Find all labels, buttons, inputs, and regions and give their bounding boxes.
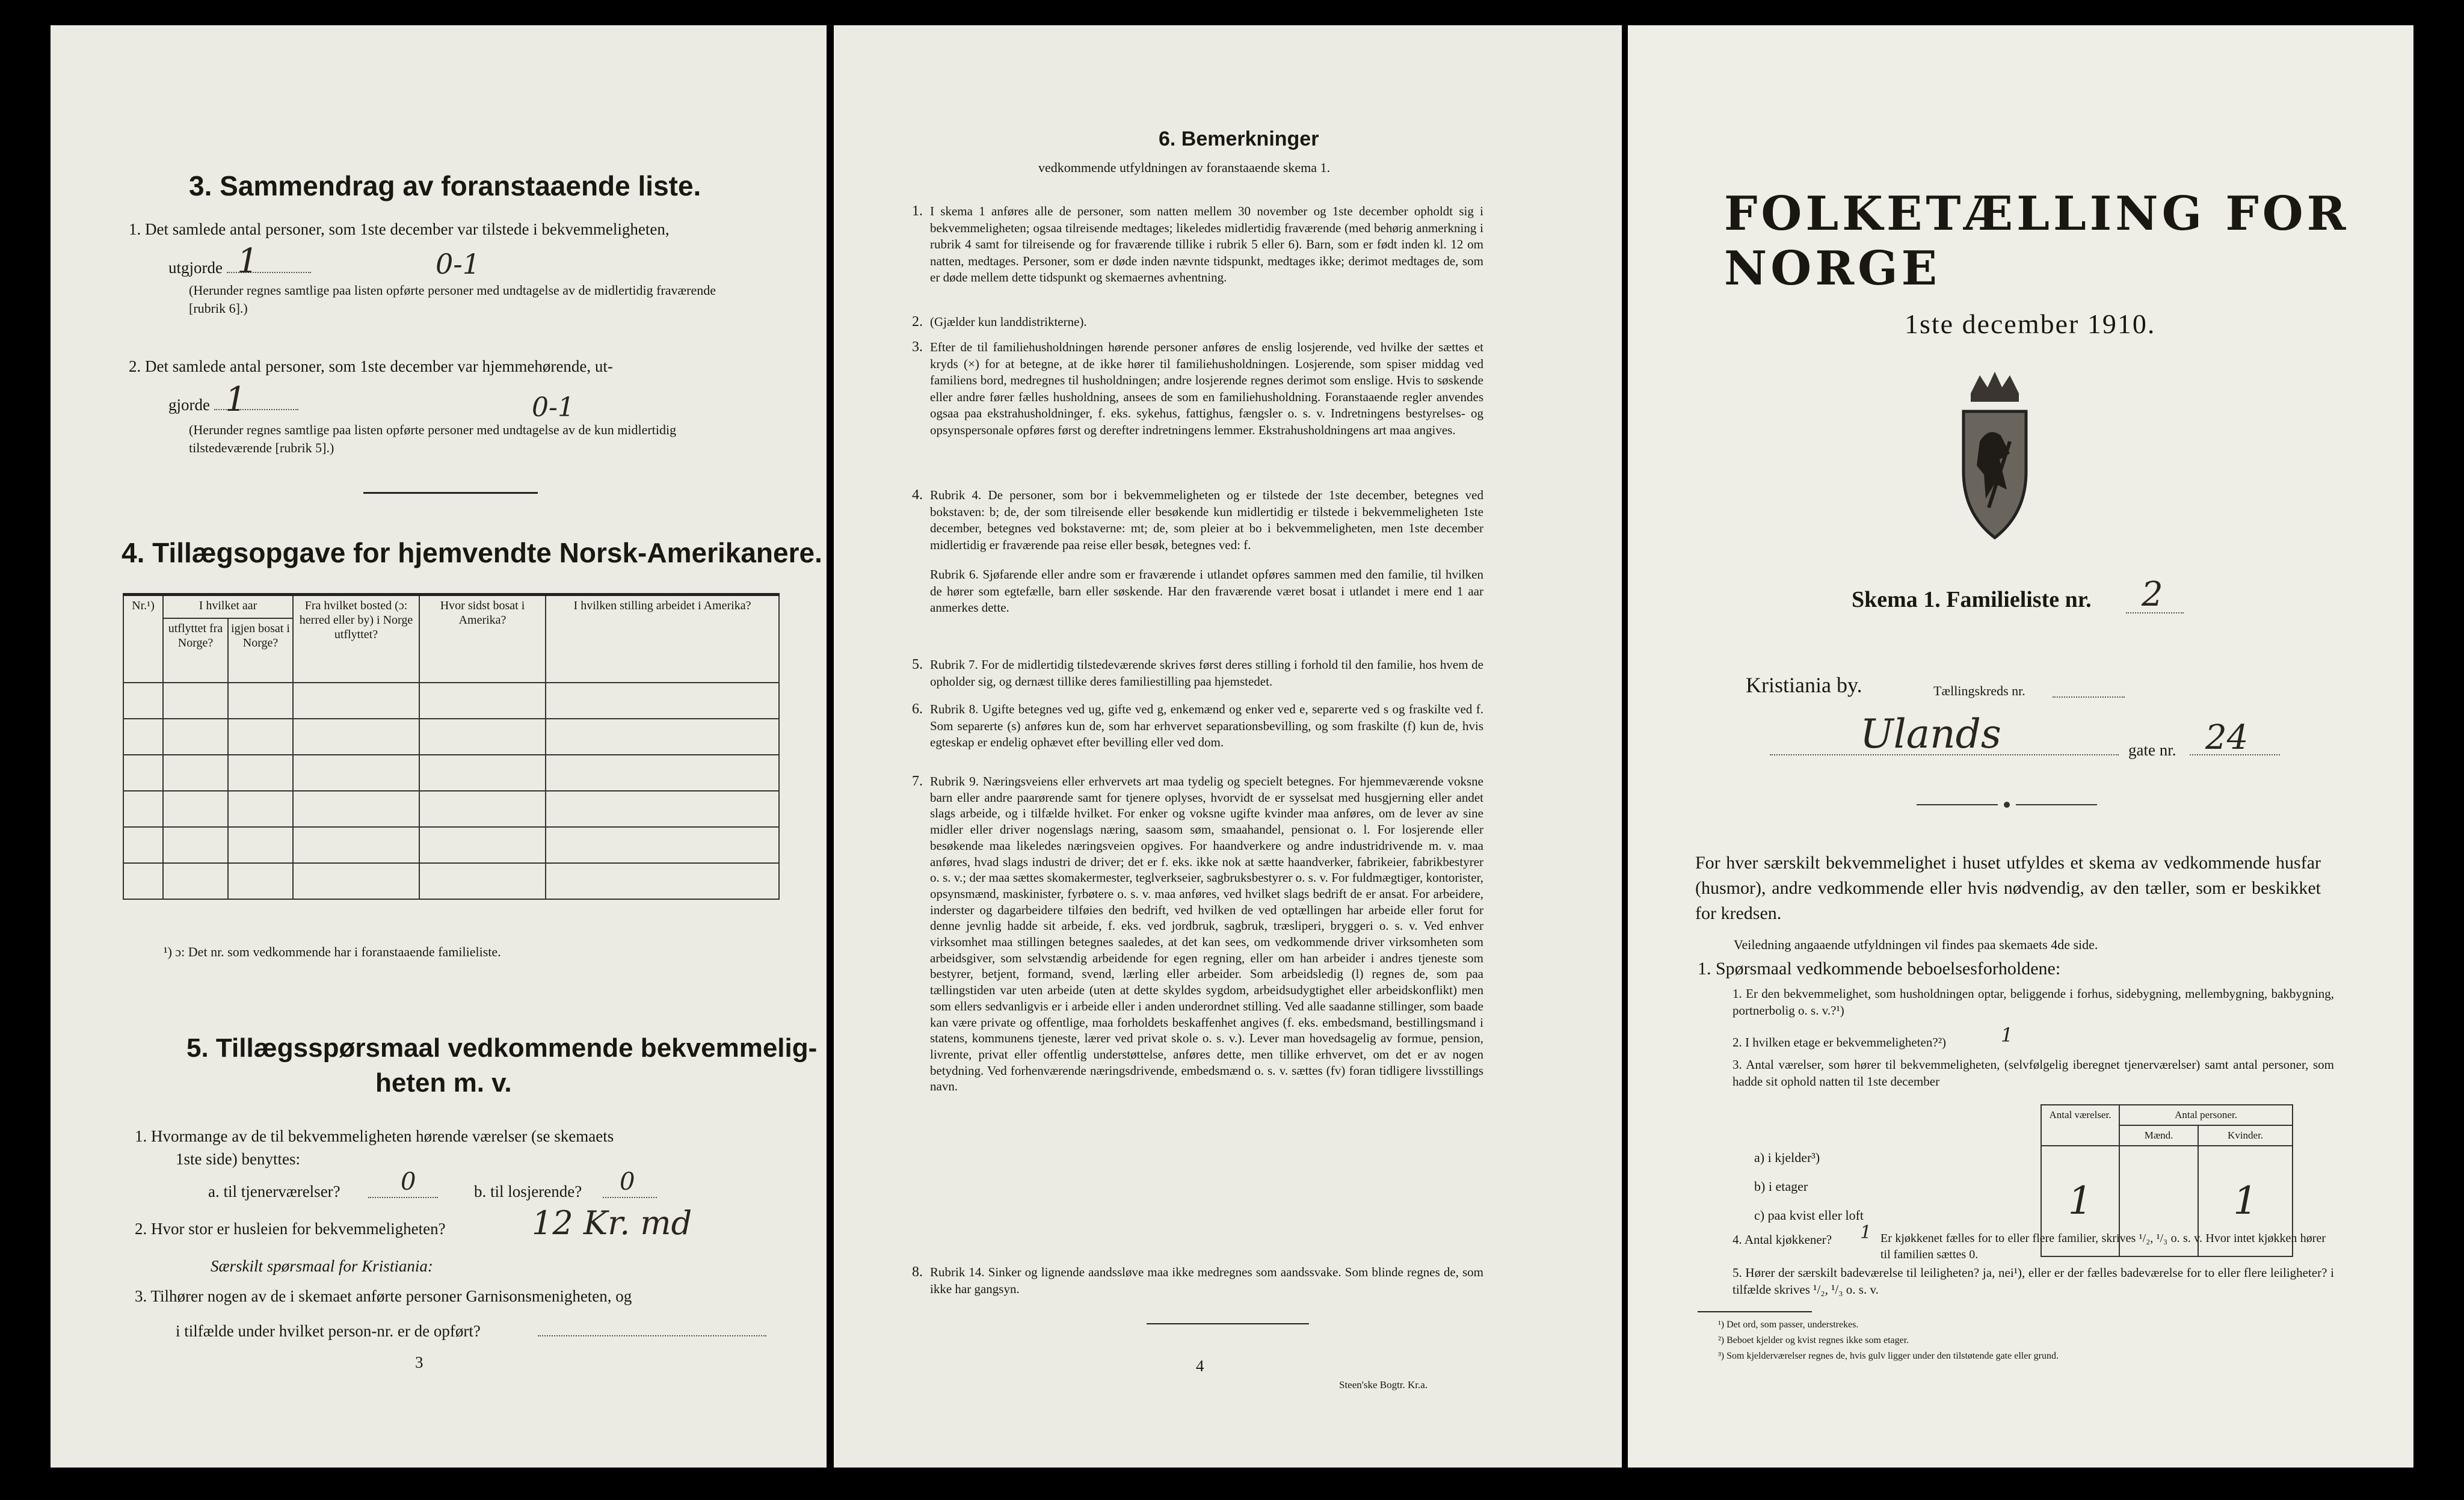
- item-text-8: Rubrik 14. Sinker og lignende aandssløve maa ikke medregnes som aandssvake. Som blinde regnes de, som ikke har gangsyn.: [930, 1265, 1483, 1296]
- row-b-label: b) i etager: [1754, 1179, 1808, 1194]
- street-hand: Ulands: [1860, 711, 2001, 757]
- q1: 1. Er den bekvemmelighet, som husholdningen optar, beliggende i forhus, sidebygning, mellembygning, bakbygning, portnerbolig o. s. v.?¹): [1732, 986, 2334, 1018]
- col-stilling: I hvilken stilling arbeidet i Amerika?: [546, 595, 779, 683]
- page-number-3: 3: [415, 1353, 424, 1371]
- q4-hand: 1: [1860, 1222, 1872, 1243]
- footnote-rule: [1698, 1311, 1812, 1312]
- item-num-7: 7.: [912, 773, 923, 789]
- item-text-4: Rubrik 4. De personer, som bor i bekvemmeligheten og er tilstede der 1ste december, betegnes ved bokstaven: b; de, der som tilreisende eller besøkende kun midlertidig er tilstede i bekvemmeligheten 1ste december, betegnes ved bokstaverne: mt; de, som pleier at bo i bekvemmeligheten, men 1ste december midlertidig er fraværende paa reise eller besøk, betegnes ved: f.: [930, 488, 1483, 552]
- item-text-1: I skema 1 anføres alle de personer, som natten mellem 30 november og 1ste december opholdt sig i bekvemmeligheten; ogsaa tilreisende medtages; likeledes midlertidig fraværende (med behørig anmerkning i rubrik 4 samt for tilreisende og for fraværende tillike i rubrik 5 eller 6). Barn, som er født inden kl. 12 om natten, medtages. Personer, som er døde inden nævnte tidspunkt, medtages ikke; derimot medtages de, som er døde mellem dette tidspunkt og skemaernes avhentning.: [930, 204, 1483, 284]
- val-vaerelser: 1: [2041, 1146, 2119, 1256]
- s5-q1-b: b. til losjerende?: [474, 1182, 582, 1200]
- page-number-4: 4: [1196, 1357, 1204, 1375]
- s5-q3-field: [538, 1335, 766, 1336]
- s5-q3-line2: i tilfælde under hvilket person-nr. er de opført?: [176, 1322, 481, 1340]
- printer-credit: Steen'ske Bogtr. Kr.a.: [1339, 1379, 1428, 1391]
- s5-q1-a-hand: 0: [401, 1168, 416, 1196]
- cover-guide: Veiledning angaaende utfyldningen vil findes paa skemaets 4de side.: [1734, 937, 2098, 952]
- norsk-amerikanere-table: [123, 593, 780, 900]
- section-3-title: 3. Sammendrag av foranstaaende liste.: [189, 170, 701, 201]
- col-maend: Mænd.: [2119, 1125, 2198, 1146]
- q3: 3. Antal værelser, som hører til bekvemmeligheten, (selvfølgelig iberegnet tjenerværelser) samt antal personer, som hadde sit ophold natten til 1ste december: [1732, 1057, 2334, 1089]
- q2: 2. I hvilken etage er bekvemmeligheten?²): [1732, 1035, 1946, 1050]
- col-kvinder: Kvinder.: [2198, 1125, 2293, 1146]
- cover-intro: For hver særskilt bekvemmelighet i huset utfyldes et skema av vedkommende husfar (husmor), andre vedkommende eller hvis nødvendig, av den tæller, som er beskikket for kredsen.: [1695, 853, 2321, 923]
- section-5-title-a: 5. Tillægsspørsmaal vedkommende bekvemmelig-: [186, 1033, 818, 1063]
- item-num-6: 6.: [912, 701, 923, 717]
- row-c-label: c) paa kvist eller loft: [1754, 1208, 1864, 1223]
- s3-item2-note: (Herunder regnes samtlige paa listen opførte personer med undtagelse av de kun midlertidig tilstedeværende [rubrik 5].): [189, 422, 677, 455]
- divider: [363, 492, 538, 494]
- street-field: [1770, 754, 2119, 755]
- s5-q1-b-hand: 0: [620, 1168, 635, 1196]
- ornament-divider: [1917, 799, 2097, 811]
- row-a-label: a) i kjelder³): [1754, 1150, 1820, 1165]
- section-6-title: 6. Bemerkninger: [1159, 128, 1319, 150]
- left-page: [51, 25, 827, 1468]
- skema-label: Skema 1. Familieliste nr.: [1852, 587, 2092, 612]
- s5-q3-line1: 3. Tilhører nogen av de i skemaet anførte personer Garnisonsmenigheten, og: [135, 1287, 632, 1305]
- gate-label: gate nr.: [2128, 741, 2176, 759]
- cover-page: [1628, 25, 2413, 1468]
- s3-item1-hand-a: 1: [237, 242, 259, 281]
- item-num-8: 8.: [912, 1264, 923, 1280]
- col-group-persons: Antal personer.: [2119, 1105, 2293, 1125]
- s5-q2-hand: 12 Kr. md: [532, 1204, 692, 1242]
- cover-title: FOLKETÆLLING FOR NORGE: [1724, 186, 2350, 296]
- s5-q2: 2. Hvor stor er husleien for bekvemmeligheten?: [135, 1220, 446, 1238]
- s3-item2-line1: 2. Det samlede antal personer, som 1ste december var hjemmehørende, ut-: [129, 357, 613, 375]
- item-num-4: 4.: [912, 487, 923, 503]
- s5-q1-a: a. til tjenerværelser?: [208, 1182, 340, 1200]
- item-text-2: (Gjælder kun landdistrikterne).: [930, 315, 1087, 329]
- item-num-2: 2.: [912, 314, 923, 330]
- item-text-5: Rubrik 7. For de midlertidig tilstedeværende skrives først deres stilling i forhold til den familie, hos hvem de opholder sig, og dernæst tillike deres familiestilling paa hjemstedet.: [930, 657, 1483, 689]
- section-5-title-b: heten m. v.: [375, 1068, 512, 1098]
- s4-footnote: ¹) ɔ: Det nr. som vedkommende har i foranstaaende familieliste.: [164, 944, 501, 959]
- q4: 4. Antal kjøkkener?: [1732, 1232, 1832, 1247]
- item-num-1: 1.: [912, 203, 923, 219]
- col-igjen: igjen bosat i Norge?: [228, 618, 293, 683]
- middle-page: [834, 25, 1622, 1468]
- col-group-year: I hvilket aar: [163, 595, 293, 618]
- col-utflyttet: utflyttet fra Norge?: [163, 618, 228, 683]
- questions-header: 1. Spørsmaal vedkommende beboelsesforholdene:: [1698, 959, 2061, 979]
- item-text-3: Efter de til familiehusholdningen hørende personer anføres de enslig losjerende, ved hvilke der sættes et kryds (×) for at betegne, at de ikke hører til familiehusholdningen. Losjerende, som spiser middag ved familiens bord, medregnes til husholdningen; andre losjerende regnes derimot som enslige. Hvis to søskende eller andre fører fælles husholdning, ansees de som en familiehusholdning. Foranstaaende regler anvendes ogsaa paa ekstrahusholdninger, f. eks. sykehus, fattighus, fængsler o. s. v. Indretningens bestyrelses- og opsynspersonale opføres først og derefter indretningens lemmer. Ekstrahusholdningens art maa angives.: [930, 340, 1483, 437]
- s5-q1-line1: 1. Hvormange av de til bekvemmeligheten hørende værelser (se skemaets: [135, 1127, 614, 1145]
- section-4-title: 4. Tillægsopgave for hjemvendte Norsk-Amerikanere.: [122, 537, 822, 568]
- s5-q1-a-field: [368, 1197, 438, 1198]
- s5-q1-line2: 1ste side) benyttes:: [176, 1150, 300, 1168]
- section-6-subtitle: vedkommende utfyldningen av foranstaaende skema 1.: [1038, 160, 1331, 175]
- footnote-3: ³) Som kjelderværelser regnes de, hvis gulv ligger under den tilstøtende gate eller grund.: [1718, 1351, 2059, 1361]
- divider: [1147, 1323, 1309, 1324]
- item-num-5: 5.: [912, 657, 923, 672]
- s5-q1-b-field: [603, 1197, 657, 1198]
- s3-item2-hand-a: 1: [225, 380, 247, 419]
- col-nr: Nr.¹): [123, 595, 163, 683]
- city-label: Kristiania by.: [1746, 673, 1862, 697]
- kreds-field: [2053, 696, 2125, 698]
- q5: 5. Hører der særskilt badeværelse til leiligheten? ja, nei¹), eller er der fælles badeværelse for to eller flere leiligheter? i tilfælde skrives ¹/₂, ¹/₃ o. s. v.: [1732, 1265, 2334, 1297]
- coat-of-arms-icon: [1953, 369, 2037, 544]
- col-vaerelser: Antal værelser.: [2041, 1105, 2119, 1146]
- col-amerika: Hvor sidst bosat i Amerika?: [419, 595, 546, 683]
- s3-item1-hand-b: 0-1: [436, 248, 481, 280]
- item-text-6: Rubrik 8. Ugifte betegnes ved ug, gifte ved g, enkemænd og enker ved e, separerte ved s og fraskilte ved f. Som separerte (s) anføres kun de, som har erhvervet separationsbevilling, og som fraskilte (f) kun de, hvis egteskap er endelig ophævet efter bevilling eller ved dom.: [930, 702, 1483, 749]
- s3-item2-label: gjorde: [168, 396, 210, 414]
- gate-hand: 24: [2205, 718, 2249, 757]
- s5-special: Særskilt spørsmaal for Kristiania:: [211, 1257, 433, 1275]
- familieliste-hand: 2: [2142, 575, 2163, 614]
- q2-hand: 1: [2001, 1024, 2013, 1047]
- q4-rest: Er kjøkkenet fælles for to eller flere familier, skrives ¹/₂, ¹/₃ o. s. v. Hvor intet kjøkken hører til familien sættes 0.: [1880, 1232, 2326, 1261]
- s3-item1-label: utgjorde: [168, 259, 223, 277]
- item-num-3: 3.: [912, 339, 923, 355]
- s3-item1-note: (Herunder regnes samtlige paa listen opførte personer med undtagelse av de midlertidig fraværende [rubrik 6].): [189, 283, 716, 316]
- footnote-1: ¹) Det ord, som passer, understrekes.: [1718, 1320, 1859, 1330]
- item-text-7: Rubrik 9. Næringsveiens eller erhvervets art maa tydelig og specielt betegnes. For hjemmeværende voksne barn eller andre paarørende samt for tjenere oplyses, hvorvidt de er sysselsat med husgjerning eller andet slags arbeide, og i tilfælde hvilket. For enker og voksne ugifte kvinder maa anføres, om de lever av sine midler eller driver nogenslags næring, saasom søm, smaahandel, pensionat o. l. For losjerende eller besøkende maa likeledes næringsveien opgives. For haandverkere og andre industridrivende m. v. maa anføres, hvad slags industri de driver; det er f. eks. ikke nok at sætte haandverker, fabrikeier, fabrikbestyrer o. s. v.; der maa sættes skomakermester, teglverkseier, sagbruksbestyrer o. s. v. For fuldmægtiger, kontorister, opsynsmænd, maskinister, fyrbøtere o. s. v. maa anføres, ved hvilket slags bedrift de er ansat. For arbeidere, inderster og dagarbeidere tilføies den bedrift, ved hvilken de ved optællingen har arbeide eller forut for denne jevnlig hadde sit arbeide, f. eks. ved jordbruk, sagbruk, træsliperi, bryggeri o. s. v. Ved enhver virksomhet maa stillingen betegnes saaledes, at det kan sees, om vedkommende driver virksomheten som arbeidsgiver, som selvstændig arbeidende for egen regning, eller om han arbeider i andres tjeneste som bestyrer, betjent, formand, svend, lærling eller arbeider. Som arbeidsledig (l) regnes de, som paa tællingstiden var uten arbeide (uten at dette skyldes sygdom, arbeidsudygtighet eller arbeidskonflikt) men som ellers sedvanligvis er i arbeide eller i anden underordnet stilling. Ved alle saadanne stillinger, som baade kan være private og offentlige, maa forholdets beskaffenhet angives (f. eks. embedsmand, bestillingsmand i statens, kommunens tjeneste, lærer ved privat skole o. s. v.). Lever man hovedsagelig av formue, pension, livrente, privat eller offentlig understøttelse, anføres dette, men tillike erhvervet, om det er av nogen betydning. Ved forhenværende næringsdrivende, embedsmænd o. s. v. sættes (fv) foran tidligere livsstillings navn.: [930, 774, 1483, 1094]
- footnote-2: ²) Beboet kjelder og kvist regnes ikke som etager.: [1718, 1335, 1909, 1345]
- item-text-4b: Rubrik 6. Sjøfarende eller andre som er fraværende i utlandet opføres sammen med den familie, til hvilken de hører som egtefælle, barn eller søskende. Har den fraværende været bosat i utlandet i mere end 1 aar anmerkes dette.: [930, 567, 1483, 615]
- col-bosted: Fra hvilket bosted (ɔ: herred eller by) i Norge utflyttet?: [293, 595, 419, 683]
- cover-date: 1ste december 1910.: [1905, 309, 2156, 339]
- val-kvinder: 1: [2198, 1146, 2293, 1256]
- s3-item2-hand-b: 0-1: [532, 392, 574, 423]
- kreds-label: Tællingskreds nr.: [1933, 683, 2025, 698]
- s3-item1-line1: 1. Det samlede antal personer, som 1ste december var tilstede i bekvemmeligheten,: [129, 220, 670, 238]
